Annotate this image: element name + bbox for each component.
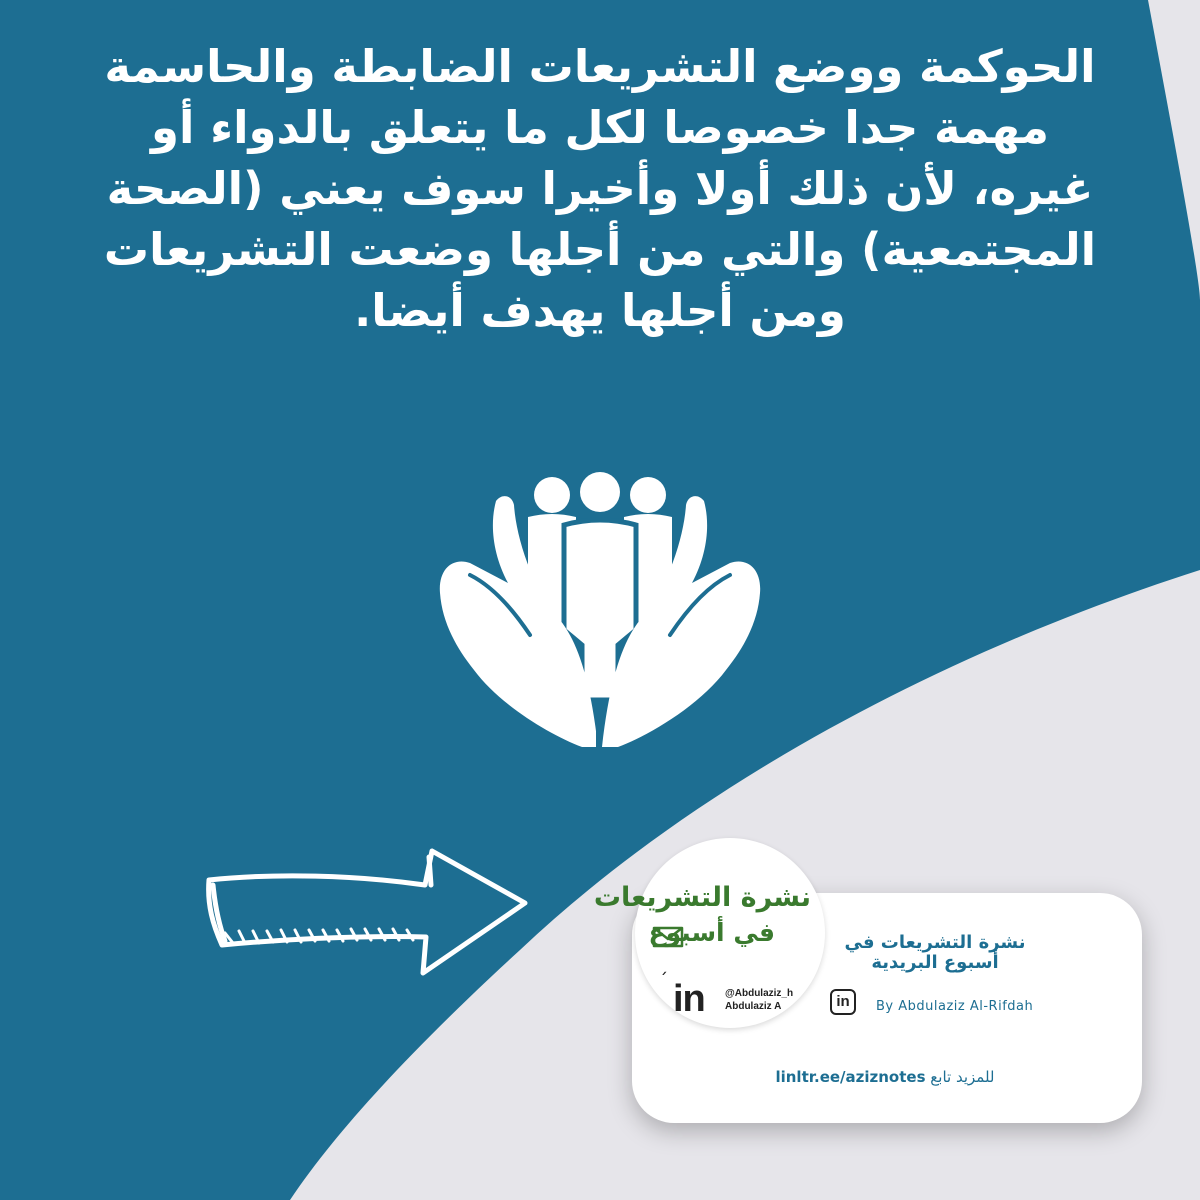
follow-url-link[interactable]: linltr.ee/aziznotes bbox=[775, 1068, 926, 1086]
linkedin-icon: in bbox=[673, 978, 705, 1020]
hands-holding-people-icon bbox=[430, 465, 770, 755]
logo-accent-mark: ´ bbox=[659, 970, 668, 991]
main-paragraph bbox=[80, 36, 1120, 341]
hand-drawn-right-arrow-icon bbox=[195, 845, 535, 985]
paragraph-line: مهمة جدا خصوصا لكل ما يتعلق بالدواء أو bbox=[151, 101, 1049, 154]
author-byline: By Abdulaziz Al-Rifdah bbox=[876, 999, 1034, 1014]
linkedin-icon[interactable]: in bbox=[830, 989, 856, 1015]
paragraph-line: الحوكمة ووضع التشريعات الضابطة والحاسمة bbox=[104, 40, 1096, 93]
follow-label: للمزيد تابع bbox=[930, 1068, 995, 1086]
paragraph-line: ومن أجلها يهدف أيضا. bbox=[354, 284, 846, 337]
card-title bbox=[830, 933, 1040, 973]
follow-link-line bbox=[700, 1068, 1070, 1086]
logo-handle: @Abdulaziz_h bbox=[725, 988, 794, 999]
logo-name: Abdulaziz A bbox=[725, 1001, 782, 1012]
paper-plane-mail-icon bbox=[651, 924, 685, 950]
logo-subtitle: في أسبوع bbox=[648, 918, 775, 947]
paragraph-line: المجتمعية) والتي من أجلها وضعت التشريعات bbox=[103, 223, 1097, 276]
logo-title: نشرة التشريعات bbox=[593, 882, 811, 913]
card-title-line: نشرة التشريعات في bbox=[844, 932, 1026, 953]
card-title-line: أسبوع البريدية bbox=[871, 952, 999, 973]
paragraph-line: غيره، لأن ذلك أولا وأخيرا سوف يعني (الصحة bbox=[106, 162, 1094, 215]
newsletter-logo[interactable] bbox=[593, 838, 825, 1028]
